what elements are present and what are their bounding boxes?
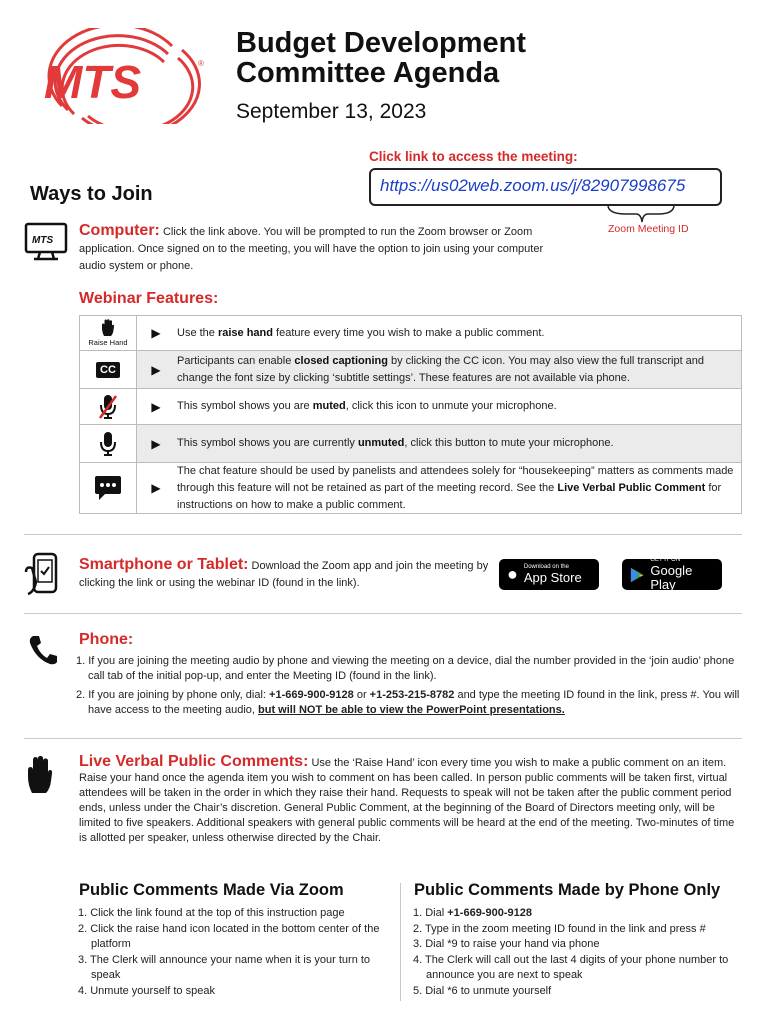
raise-hand-icon (101, 319, 115, 337)
unmuted-cell (79, 425, 137, 462)
webinar-features-table (79, 315, 742, 514)
phone-comments-heading: Public Comments Made by Phone Only (414, 881, 721, 899)
phone-steps-list (413, 906, 743, 999)
link-prompt: Click link to access the meeting: (369, 149, 578, 164)
chat-icon (94, 475, 122, 501)
google-play-icon (630, 566, 644, 584)
svg-text:MTS: MTS (32, 235, 54, 246)
arrow-icon: ▶ (151, 436, 161, 451)
feature-text: This symbol shows you are muted, click this icon to unmute your microphone. (175, 389, 742, 424)
list-item: 2. If you are joining by phone only, dial: +1-669-900-9128 or +1-253-215-8782 and type the meeting ID found in the link, press #. You will have access to the meeting audio, but will NOT be able to view the PowerPoint presentations. (76, 689, 740, 716)
feature-text: This symbol shows you are currently unmuted, click this button to mute your microphone. (175, 425, 742, 462)
list-item: 4. The Clerk will call out the last 4 digits of your phone number to announce you are next to speak (413, 953, 729, 981)
divider (24, 534, 742, 535)
apple-icon: ● (507, 564, 518, 584)
raise-hand-cell (79, 316, 137, 350)
feature-text: Use the raise hand feature every time you wish to make a public comment. (175, 316, 742, 350)
phone-heading: Phone: (79, 631, 134, 648)
live-verbal-comments-text: Live Verbal Public Comments: Use the ‘Raise Hand’ icon every time you wish to make a public comment on an item. Raise your hand once the agenda item you wish to comment on has been called. In person public comments will be taken first, virtual attendees will be taken in the order in which they raise their hand. Requests to speak will not be taken after the public comment period ends, unless under the Chair’s discretion. General Public Comment, at the beginning of the Board of Directors meeting only, will be limited to five speakers. Additional speakers with general public comments will be heard at the end of the meeting. Two-minutes of time is allotted per speaker, unless otherwise directed by the Chair. (79, 753, 735, 844)
list-item: 1. Click the link found at the top of this instruction page (78, 907, 345, 919)
phone-icon (28, 634, 58, 666)
zoom-meeting-id-label: Zoom Meeting ID (608, 223, 689, 235)
mts-logo (22, 28, 212, 124)
muted-microphone-icon (98, 393, 118, 421)
cc-cell (79, 351, 137, 388)
microphone-icon (98, 430, 118, 458)
column-divider (400, 883, 401, 1001)
divider (24, 613, 742, 614)
svg-text:®: ® (198, 59, 204, 68)
arrow-icon: ▶ (151, 362, 161, 377)
list-item: 2. Click the raise hand icon located in the bottom center of the platform (78, 922, 380, 950)
chat-cell (79, 463, 137, 513)
webinar-features-heading: Webinar Features: (79, 290, 219, 307)
feature-row-captions (79, 351, 742, 389)
raise-hand-caption: Raise Hand (88, 338, 128, 347)
zoom-steps-list (78, 906, 393, 999)
closed-caption-icon: CC (96, 362, 120, 378)
arrow-icon: ▶ (151, 481, 161, 495)
google-play-button[interactable]: GET IT ON Google Play (622, 559, 722, 590)
smartphone-icon (24, 552, 62, 596)
raise-hand-icon (26, 755, 54, 795)
list-item: 1. If you are joining the meeting audio by phone and viewing the meeting on a device, dial the number provided in the ‘join audio’ phone call tab of the initial pop-up, and enter the Meeting ID (found in the link). (76, 655, 735, 682)
list-item: 5. Dial *6 to unmute yourself (413, 984, 552, 997)
list-item: 3. The Clerk will announce your name when it is your turn to speak (78, 953, 371, 981)
feature-row-raise-hand (79, 316, 742, 351)
ways-to-join-heading: Ways to Join (30, 183, 153, 205)
divider (24, 738, 742, 739)
meeting-date: September 13, 2023 (236, 100, 427, 123)
svg-text:MTS: MTS (44, 56, 142, 108)
feature-text: Participants can enable closed captioning by clicking the CC icon. You may also view the full transcript and change the font size by clicking ‘subtitle settings’. These features are not available via phone. (175, 351, 742, 388)
phone-instructions (76, 654, 746, 722)
feature-text: The chat feature should be used by panelists and attendees solely for “housekeeping” matters as comments made through this feature will not be retained as part of the meeting record. See the Live Verbal Public Comment for instructions on how to make a public comment. (175, 463, 742, 513)
list-item: 1. Dial +1-669-900-9128 (413, 907, 532, 919)
feature-row-chat (79, 463, 742, 514)
smartphone-instructions: Smartphone or Tablet: Download the Zoom app and join the meeting by clicking the link or using the webinar ID (found in the link). (79, 556, 489, 589)
feature-row-unmuted (79, 425, 742, 463)
computer-icon (24, 222, 70, 262)
arrow-icon: ▶ (151, 399, 161, 414)
zoom-comments-heading: Public Comments Made Via Zoom (79, 881, 344, 899)
muted-cell (79, 389, 137, 424)
list-item: 3. Dial *9 to raise your hand via phone (413, 938, 600, 950)
zoom-meeting-link[interactable]: https://us02web.zoom.us/j/82907998675 (369, 168, 722, 206)
feature-row-muted (79, 389, 742, 425)
arrow-icon: ▶ (151, 326, 161, 340)
list-item: 2. Type in the zoom meeting ID found in the link and press # (413, 922, 706, 935)
app-store-button[interactable]: ● Download on the App Store (499, 559, 599, 590)
list-item: 4. Unmute yourself to speak (78, 984, 215, 997)
page-title: Budget Development Committee Agenda (236, 27, 527, 89)
computer-instructions: Computer: Click the link above. You will be prompted to run the Zoom browser or Zoom application. Once signed on to the meeting, you will have the option to join using your computer audio system or phone. (79, 222, 544, 272)
